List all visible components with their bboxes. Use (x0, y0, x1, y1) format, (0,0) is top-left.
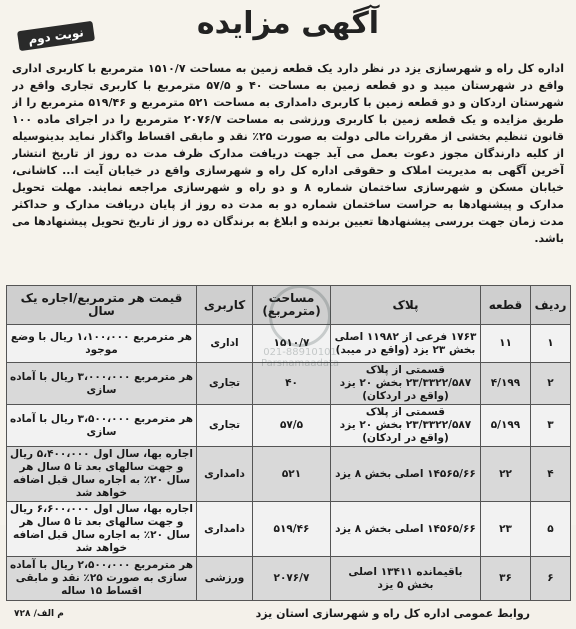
cell-use: تجاری (197, 405, 253, 447)
cell-area: ۵۲۱ (253, 447, 331, 502)
cell-price: هر مترمربع ۳،۵۰۰،۰۰۰ ریال با آماده سازی (7, 405, 197, 447)
cell-area: ۲۰۷۶/۷ (253, 557, 331, 601)
cell-plate: ۱۴۵۶۵/۶۶ اصلی بخش ۸ یزد (331, 502, 481, 557)
cell-row: ۱ (531, 325, 571, 363)
header-use: کاربری (197, 286, 253, 325)
footer-ref: م الف/ ۷۲۸ (14, 609, 64, 619)
cell-use: دامداری (197, 502, 253, 557)
cell-parcel: ۳۶ (481, 557, 531, 601)
cell-area: ۱۵۱۰/۷ (253, 325, 331, 363)
table-row (7, 447, 571, 502)
cell-plate: ۱۴۵۶۵/۶۶ اصلی بخش ۸ یزد (331, 447, 481, 502)
header-row: ردیف (531, 286, 571, 325)
table-header (7, 286, 571, 325)
table-row (7, 363, 571, 405)
footer (6, 601, 570, 629)
cell-row: ۵ (531, 502, 571, 557)
cell-price: هر مترمربع ۱،۱۰۰،۰۰۰ ریال با وضع موجود (7, 325, 197, 363)
cell-row: ۴ (531, 447, 571, 502)
cell-parcel: ۴/۱۹۹ (481, 363, 531, 405)
cell-plate: ۱۷۶۳ فرعی از ۱۱۹۸۲ اصلی بخش ۲۳ یزد (واقع در میبد) (331, 325, 481, 363)
cell-plate: قسمتی از پلاک ۲۳/۳۳۲۲/۵۸۷ بخش ۲۰ یزد (واقع در اردکان) (331, 405, 481, 447)
table-row (7, 557, 571, 601)
table-row (7, 405, 571, 447)
cell-use: دامداری (197, 447, 253, 502)
table-row (7, 502, 571, 557)
cell-area: ۴۰ (253, 363, 331, 405)
footer-org: روابط عمومی اداره کل راه و شهرسازی استان یزد (255, 607, 530, 620)
watermark-phone: 021-88910101 (263, 347, 337, 358)
cell-price: هر مترمربع ۳،۰۰۰،۰۰۰ ریال با آماده سازی (7, 363, 197, 405)
header-parcel: قطعه (481, 286, 531, 325)
cell-use: اداری (197, 325, 253, 363)
cell-price: هر مترمربع ۲،۵۰۰،۰۰۰ ریال با آماده سازی به صورت ۲۵٪ نقد و مابقی اقساط ۱۵ ساله (7, 557, 197, 601)
header-area: مساحت (مترمربع) (253, 286, 331, 325)
page-title: آگهی مزایده (196, 6, 380, 41)
cell-parcel: ۲۲ (481, 447, 531, 502)
cell-plate: باقیمانده ۱۳۴۱۱ اصلی بخش ۵ یزد (331, 557, 481, 601)
auction-table (6, 285, 571, 601)
watermark-site: Parsnamaadata (260, 358, 340, 369)
cell-row: ۶ (531, 557, 571, 601)
cell-area: ۵۷/۵ (253, 405, 331, 447)
table-row (7, 325, 571, 363)
cell-parcel: ۲۳ (481, 502, 531, 557)
cell-parcel: ۵/۱۹۹ (481, 405, 531, 447)
header (6, 4, 570, 60)
cell-plate: قسمتی از پلاک ۲۳/۳۳۲۲/۵۸۷ بخش ۲۰ یزد (واقع در اردکان) (331, 363, 481, 405)
badge: نوبت دوم (17, 21, 95, 51)
cell-price: اجاره بها، سال اول ۵،۴۰۰،۰۰۰ ریال و جهت سالهای بعد تا ۵ سال هر سال ۲۰٪ به اجاره سال قبل اضافه خواهد شد (7, 447, 197, 502)
cell-use: تجاری (197, 363, 253, 405)
cell-price: اجاره بها، سال اول ۶،۶۰۰،۰۰۰ ریال و جهت سالهای بعد تا ۵ سال هر سال ۲۰٪ به اجاره سال قبل اضافه خواهد شد (7, 502, 197, 557)
header-price: قیمت هر مترمربع/اجاره یک سال (7, 286, 197, 325)
intro-body: در نظر دارد یک قطعه زمین به مساحت ۱۵۱۰/۷ مترمربع با کاربری اداری واقع در شهرستان میبد و دو قطعه زمین به مساحت ۴۰ و ۵۷/۵ مترمربع با کاربری تجاری واقع در شهرستان اردکان و دو قطعه زمین با کاربری دامداری به مساحت ۵۲۱ مترمربع و ۵۱۹/۴۶ مترمربع را از طریق مزایده و یک قطعه زمین با کاربری ورزشی به مساحت ۲۰۷۶/۷ مترمربع را در اجرای ماده ۱۰۰ قانون تنظیم بخشی از مقررات مالی دولت به صورت ۲۵٪ نقد و مابقی اقساط واگذار نماید بدینوسیله از کلیه دارندگان مجوز دعوت بعمل می آید جهت دریافت مدارک ظرف مدت ده روز از تاریخ انتشار آخرین آگهی به مدیریت املاک و حقوقی اداره کل راه و شهرسازی واقع در خیابان آیت ا... کاشانی، خیابان مسکن و شهرسازی ساختمان شماره ۸ و دو راه و شهرسازی مراجعه نمایند. مهلت تحویل مدارک و پیشنهادها به حراست ساختمان شماره دو به مدت ده روز از پایان دریافت مدارک و حداکثر مدت زمان جهت بررسی پیشنهادها تعیین برنده و ابلاغ به برندگان ده روز از تاریخ تحویل پیشنهادها می باشد. (12, 62, 564, 245)
cell-row: ۳ (531, 405, 571, 447)
cell-use: ورزشی (197, 557, 253, 601)
cell-parcel: ۱۱ (481, 325, 531, 363)
header-plate: پلاک (331, 286, 481, 325)
cell-area: ۵۱۹/۴۶ (253, 502, 331, 557)
intro-lead: اداره کل راه و شهرسازی یزد (404, 62, 564, 75)
intro-text (12, 60, 564, 285)
cell-row: ۲ (531, 363, 571, 405)
